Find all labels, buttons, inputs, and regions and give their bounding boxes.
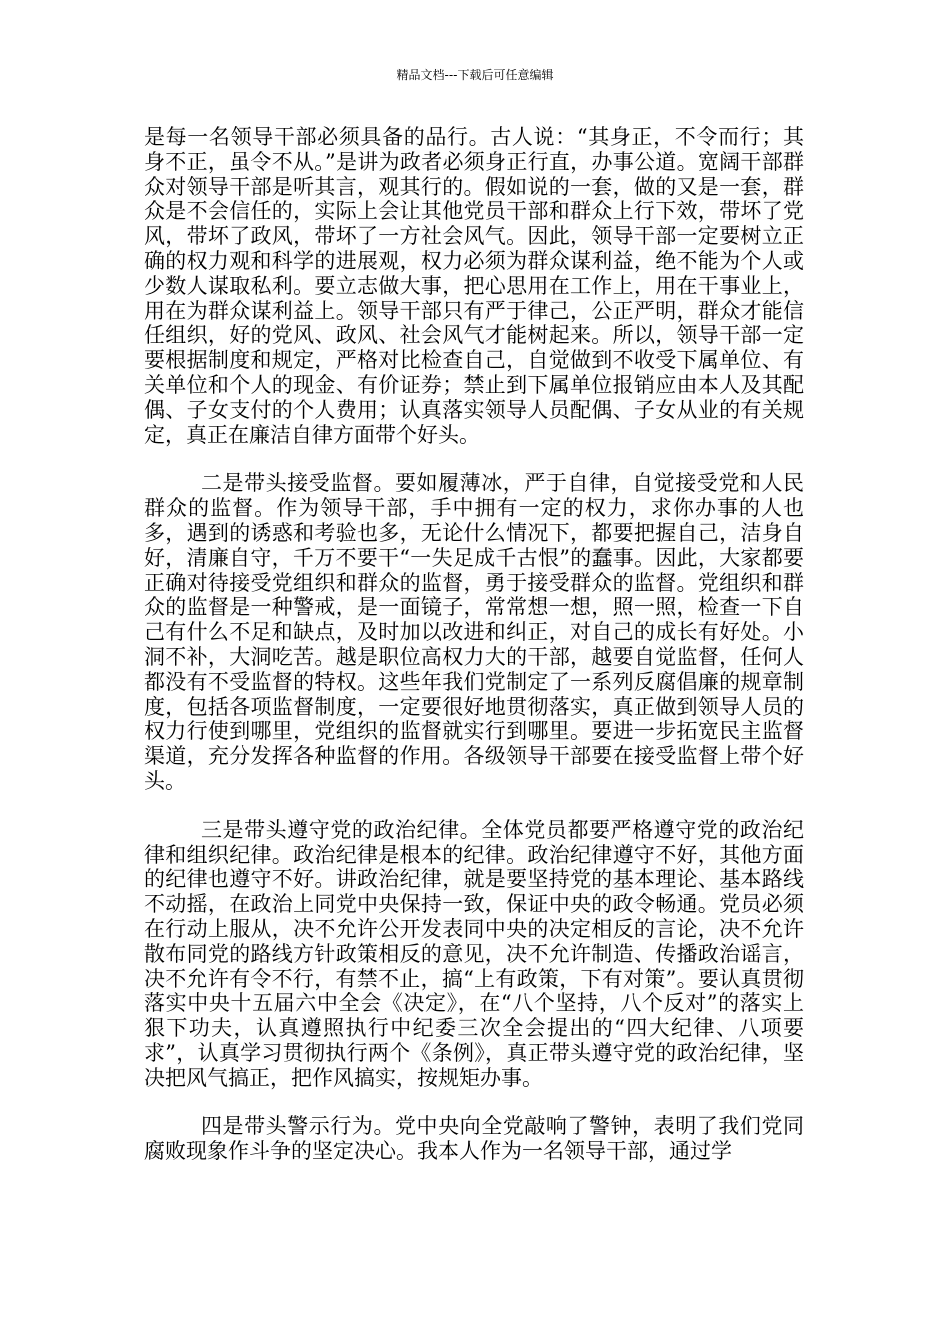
paragraph-warning-behavior: 四是带头警示行为。党中央向全党敲响了警钟，表明了我们党同腐败现象作斗争的坚定决心。我本人作为一名领导干部，通过学 (144, 1114, 804, 1164)
paragraph-political-discipline: 三是带头遵守党的政治纪律。全体党员都要严格遵守党的政治纪律和组织纪律。政治纪律是根本的纪律。政治纪律遵守不好，其他方面的纪律也遵守不好。讲政治纪律，就是要坚持党的基本理论、基本路线不动摇，在政治上同党中央保持一致，保证中央的政令畅通。党员必须在行动上服从，决不允许公开发表同中央的决定相反的言论，决不允许散布同党的路线方针政策相反的意见，决不允许制造、传播政治谣言，决不允许有令不行，有禁不止，搞“上有政策，下有对策”。要认真贯彻落实中央十五届六中全会《决定》，在“八个坚持，八个反对”的落实上狠下功夫，认真遵照执行中纪委三次全会提出的“四大纪律、八项要求”，认真学习贯彻执行两个《条例》，真正带头遵守党的政治纪律，坚决把风气搞正，把作风搞实，按规矩办事。 (144, 817, 804, 1090)
paragraph-accept-supervision: 二是带头接受监督。要如履薄冰，严于自律，自觉接受党和人民群众的监督。作为领导干部，手中拥有一定的权力，求你办事的人也多，遇到的诱惑和考验也多，无论什么情况下，都要把握自己，洁身自好，清廉自守，千万不要干“一失足成千古恨”的蠢事。因此，大家都要正确对待接受党组织和群众的监督，勇于接受群众的监督。党组织和群众的监督是一种警戒，是一面镜子，常常想一想，照一照，检查一下自己有什么不足和缺点，及时加以改进和纠正，对自己的成长有好处。小洞不补，大洞吃苦。越是职位高权力大的干部，越要自觉监督，任何人都没有不受监督的特权。这些年我们党制定了一系列反腐倡廉的规章制度，包括各项监督制度，一定要很好地贯彻落实，真正做到领导人员的权力行使到哪里，党组织的监督就实行到哪里。要进一步拓宽民主监督渠道，充分发挥各种监督的作用。各级领导干部要在接受监督上带个好头。 (144, 471, 804, 793)
page-header: 精品文档---下载后可任意编辑 (396, 68, 554, 82)
paragraph-continuation: 是每一名领导干部必须具备的品行。古人说：“其身正，不令而行；其身不正，虽令不从。”是讲为政者必须身正行直，办事公道。宽阔干部群众对领导干部是听其言，观其行的。假如说的一套，做的又是一套，群众是不会信任的，实际上会让其他党员干部和群众上行下效，带坏了党风，带坏了政风，带坏了一方社会风气。因此，领导干部一定要树立正确的权力观和科学的进展观，权力必须为群众谋利益，绝不能为个人或少数人谋取私利。要立志做大事，把心思用在工作上，用在干事业上，用在为群众谋利益上。领导干部只有严于律己，公正严明，群众才能信任组织，好的党风、政风、社会风气才能树起来。所以，领导干部一定要根据制度和规定，严格对比检查自己，自觉做到不收受下属单位、有关单位和个人的现金、有价证券；禁止到下属单位报销应由本人及其配偶、子女支付的个人费用；认真落实领导人员配偶、子女从业的有关规定，真正在廉洁自律方面带个好头。 (144, 125, 804, 447)
document-body (144, 125, 804, 1164)
